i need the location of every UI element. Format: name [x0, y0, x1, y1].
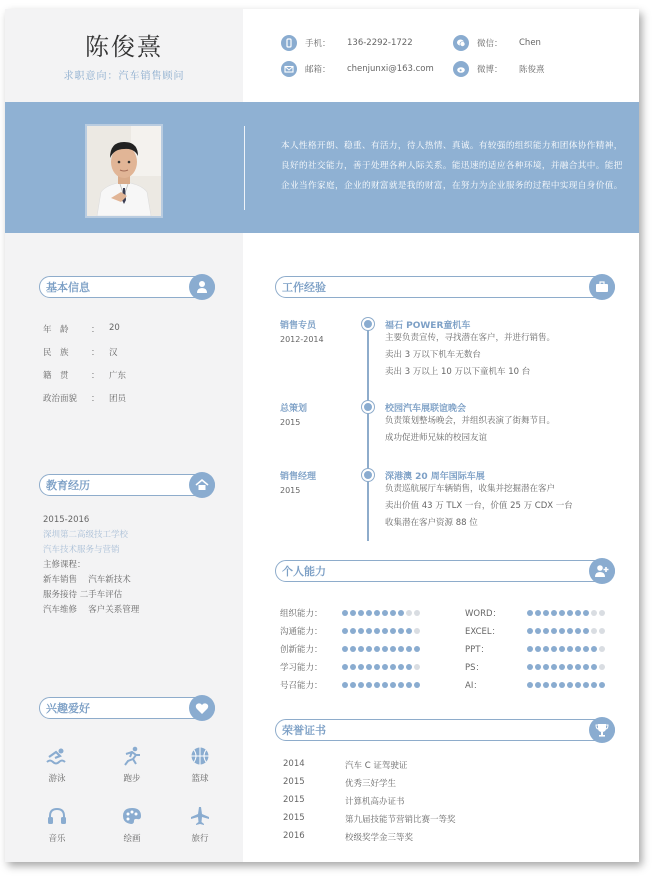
skill-dot — [543, 610, 549, 616]
job-description: 负责策划整场晚会，并组织表演了街舞节目。 成功促进师兄妹的校园友谊 — [385, 416, 556, 443]
skill-dot — [358, 628, 364, 634]
briefcase-icon — [589, 274, 615, 300]
skill-dot — [583, 664, 589, 670]
skill-dot — [599, 646, 605, 652]
skill-level-dots — [342, 682, 422, 688]
skill-dot — [575, 628, 581, 634]
wechat-icon — [453, 35, 469, 51]
skill-dot — [535, 646, 541, 652]
airplane-icon — [189, 806, 211, 826]
skill-dot — [366, 664, 372, 670]
skill-dot — [527, 646, 533, 652]
skill-dot — [406, 682, 412, 688]
skill-dot — [535, 628, 541, 634]
skill-row — [465, 661, 607, 673]
skill-dot — [350, 628, 356, 634]
skill-dot — [535, 610, 541, 616]
skill-dot — [559, 682, 565, 688]
skill-row — [280, 643, 422, 655]
trophy-icon — [589, 717, 615, 743]
skill-label: PPT： — [465, 645, 489, 655]
info-ethnicity: 民 族 ： 汉 — [43, 348, 118, 358]
skill-dot — [543, 682, 549, 688]
skill-label: EXCEL： — [465, 627, 501, 637]
skill-dot — [406, 664, 412, 670]
skill-label: 沟通能力： — [280, 627, 323, 637]
skill-dot — [414, 682, 420, 688]
skill-dot — [527, 610, 533, 616]
skill-level-dots — [342, 646, 422, 652]
skill-dot — [406, 628, 412, 634]
skill-dot — [551, 610, 557, 616]
education-course-line: 新车销售 汽车新技术 — [43, 575, 131, 585]
basketball-icon — [189, 746, 211, 766]
skill-dot — [350, 682, 356, 688]
skill-dot — [559, 646, 565, 652]
skill-level-dots — [342, 664, 422, 670]
skill-dot — [398, 628, 404, 634]
skill-dot — [374, 646, 380, 652]
skill-dot — [543, 664, 549, 670]
skill-dot — [390, 646, 396, 652]
job-date: 2015 — [280, 418, 301, 427]
skill-row — [280, 661, 422, 673]
skill-dot — [599, 610, 605, 616]
job-organization: 深港澳 20 周年国际车展 — [385, 472, 485, 482]
section-title: 个人能力 — [282, 565, 326, 578]
skill-dot — [559, 610, 565, 616]
contact-email: 邮箱： chenjunxi@163.com — [281, 61, 434, 77]
skill-dot — [535, 682, 541, 688]
skill-level-dots — [527, 664, 607, 670]
skill-dot — [390, 628, 396, 634]
skill-dot — [358, 664, 364, 670]
skill-dot — [342, 646, 348, 652]
skill-dot — [551, 646, 557, 652]
skill-label: 组织能力： — [280, 609, 323, 619]
skill-dot — [366, 646, 372, 652]
skill-label: AI： — [465, 681, 482, 691]
skill-level-dots — [527, 646, 607, 652]
award-item: 2016 校级奖学金三等奖 — [283, 831, 414, 843]
job-description: 负责巡航展厅车辆销售，收集并挖掘潜在客户 卖出价值 43 万 TLX 一台，价值 25 万 CDX 一台 收集潜在客户资源 88 位 — [385, 484, 573, 528]
job-organization: 福石 POWER童机车 — [385, 321, 471, 331]
skill-dot — [599, 664, 605, 670]
skill-dot — [583, 682, 589, 688]
skill-dot — [390, 610, 396, 616]
add-user-icon — [589, 558, 615, 584]
skill-row — [280, 625, 422, 637]
education-courses-label: 主修课程： — [43, 560, 86, 570]
skill-dot — [559, 664, 565, 670]
skill-dot — [374, 610, 380, 616]
section-title: 基本信息 — [46, 281, 90, 294]
job-description: 主要负责宣传，寻找潜在客户，并进行销售。 卖出 3 万以下机车无数台 卖出 3 万以上 10 万以下童机车 10 台 — [385, 333, 556, 377]
skill-dot — [390, 664, 396, 670]
hobby-running: 跑步 — [112, 746, 152, 784]
work-timeline-line — [367, 327, 369, 541]
contact-wechat: 微信： Chen — [453, 35, 541, 51]
section-header-awards — [275, 719, 615, 741]
skill-dot — [551, 628, 557, 634]
profile-band — [5, 102, 639, 233]
skill-label: 学习能力： — [280, 663, 323, 673]
skill-dot — [414, 628, 420, 634]
skill-dot — [342, 664, 348, 670]
info-age: 年 龄 ： 20 — [43, 323, 120, 335]
skill-dot — [543, 646, 549, 652]
skill-dot — [559, 628, 565, 634]
running-icon — [121, 746, 143, 766]
skill-dot — [535, 664, 541, 670]
skill-row — [280, 679, 422, 691]
weibo-icon — [453, 61, 469, 77]
skill-dot — [414, 664, 420, 670]
section-title: 教育经历 — [46, 479, 90, 492]
job-objective: 求职意向：汽车销售顾问 — [63, 71, 185, 82]
skill-dot — [567, 682, 573, 688]
skill-level-dots — [527, 628, 607, 634]
education-period: 2015-2016 — [43, 515, 90, 525]
skill-dot — [382, 610, 388, 616]
skill-row — [465, 625, 607, 637]
education-course-line: 汽车维修 客户关系管理 — [43, 605, 140, 615]
contact-phone: 手机： 136-2292-1722 — [281, 35, 413, 51]
skill-dot — [599, 628, 605, 634]
skill-dot — [350, 664, 356, 670]
skill-row — [280, 607, 422, 619]
skill-label: 号召能力： — [280, 681, 323, 691]
education-major: 汽车技术服务与营销 — [43, 545, 120, 555]
hobby-painting: 绘画 — [112, 806, 152, 844]
skill-dot — [374, 664, 380, 670]
skill-dot — [583, 646, 589, 652]
skill-dot — [591, 628, 597, 634]
skill-label: 创新能力： — [280, 645, 323, 655]
skill-dot — [382, 682, 388, 688]
home-icon — [189, 472, 215, 498]
skill-dot — [382, 664, 388, 670]
section-title: 工作经验 — [282, 281, 326, 294]
candidate-name: 陈俊熹 — [85, 33, 163, 61]
skill-dot — [567, 646, 573, 652]
skill-dot — [406, 646, 412, 652]
skill-label: WORD： — [465, 609, 502, 619]
timeline-dot — [362, 318, 374, 330]
skill-dot — [406, 610, 412, 616]
skill-dot — [591, 664, 597, 670]
skill-dot — [551, 682, 557, 688]
skill-dot — [414, 610, 420, 616]
skill-dot — [567, 610, 573, 616]
skill-dot — [583, 610, 589, 616]
section-header-work — [275, 276, 615, 298]
skill-dot — [350, 646, 356, 652]
skill-dot — [398, 664, 404, 670]
skill-dot — [366, 628, 372, 634]
skill-dot — [374, 682, 380, 688]
award-item: 2015 第九届技能节营销比赛一等奖 — [283, 813, 456, 825]
education-school: 深圳第二高级技工学校 — [43, 530, 129, 540]
hobby-basketball: 篮球 — [180, 746, 220, 784]
hobby-travel: 旅行 — [180, 806, 220, 844]
skill-dot — [358, 682, 364, 688]
skill-label: PS： — [465, 663, 485, 673]
skill-dot — [543, 628, 549, 634]
skill-dot — [575, 646, 581, 652]
award-item: 2015 优秀三好学生 — [283, 777, 397, 789]
job-date: 2012-2014 — [280, 335, 324, 344]
timeline-dot — [362, 469, 374, 481]
skill-dot — [591, 610, 597, 616]
hobby-music: 音乐 — [37, 806, 77, 844]
skill-dot — [398, 682, 404, 688]
resume-page — [5, 9, 639, 862]
skill-dot — [567, 628, 573, 634]
skill-dot — [382, 628, 388, 634]
self-summary: 本人性格开朗、稳重、有活力，待人热情、真诚。有较强的组织能力和团体协作精神，良好的社交能力，善于处理各种人际关系。能迅速的适应各种环境，并融合其中。能把企业当作家庭，企业的财富就是我的财富，在努力为企业服务的过程中实现自身价值。 — [281, 141, 623, 191]
award-item: 2014 汽车 C 证驾驶证 — [283, 759, 408, 771]
skill-dot — [527, 682, 533, 688]
skill-dot — [374, 628, 380, 634]
heart-icon — [189, 695, 215, 721]
skill-level-dots — [342, 610, 422, 616]
section-header-basic-info — [39, 276, 215, 298]
info-political-status: 政治面貌 ： 团员 — [43, 394, 127, 404]
education-block — [43, 513, 139, 618]
skill-dot — [414, 646, 420, 652]
skill-dot — [527, 628, 533, 634]
skill-dot — [342, 610, 348, 616]
info-hometown: 籍 贯 ： 广东 — [43, 371, 127, 381]
skill-dot — [567, 664, 573, 670]
education-course-line: 服务接待 二手车评估 — [43, 590, 123, 600]
skill-dot — [398, 646, 404, 652]
skill-dot — [398, 610, 404, 616]
award-item: 2015 计算机高办证书 — [283, 795, 405, 807]
skill-dot — [551, 664, 557, 670]
section-header-education — [39, 474, 215, 496]
skill-dot — [575, 610, 581, 616]
skill-dot — [591, 682, 597, 688]
skill-dot — [583, 628, 589, 634]
skill-level-dots — [527, 682, 607, 688]
timeline-dot — [362, 401, 374, 413]
swimming-icon — [46, 746, 68, 766]
skill-dot — [350, 610, 356, 616]
job-role: 总策划 — [280, 404, 308, 414]
headphones-icon — [46, 806, 68, 826]
skill-dot — [390, 682, 396, 688]
skill-dot — [342, 682, 348, 688]
job-date: 2015 — [280, 486, 301, 495]
skill-dot — [342, 628, 348, 634]
skill-row — [465, 643, 607, 655]
job-role: 销售专员 — [280, 321, 317, 331]
skill-dot — [575, 682, 581, 688]
hobby-swimming: 游泳 — [37, 746, 77, 784]
skill-dot — [358, 610, 364, 616]
section-header-hobbies — [39, 697, 215, 719]
phone-icon — [281, 35, 297, 51]
section-header-skills — [275, 560, 615, 582]
section-title: 荣誉证书 — [282, 724, 326, 737]
contact-weibo: 微博： 陈俊熹 — [453, 61, 545, 77]
palette-icon — [121, 806, 143, 826]
skill-dot — [591, 646, 597, 652]
skill-dot — [527, 664, 533, 670]
job-organization: 校园汽车展联谊晚会 — [385, 404, 467, 414]
skill-dot — [599, 682, 605, 688]
skill-level-dots — [527, 610, 607, 616]
section-title: 兴趣爱好 — [46, 702, 90, 715]
skill-dot — [358, 646, 364, 652]
skill-dot — [366, 682, 372, 688]
skill-level-dots — [342, 628, 422, 634]
person-icon — [189, 274, 215, 300]
mail-icon — [281, 61, 297, 77]
skill-row — [465, 679, 607, 691]
job-role: 销售经理 — [280, 472, 317, 482]
skill-dot — [366, 610, 372, 616]
skill-row — [465, 607, 607, 619]
band-divider — [244, 126, 245, 210]
profile-photo — [85, 124, 163, 218]
skill-dot — [382, 646, 388, 652]
skill-dot — [575, 664, 581, 670]
